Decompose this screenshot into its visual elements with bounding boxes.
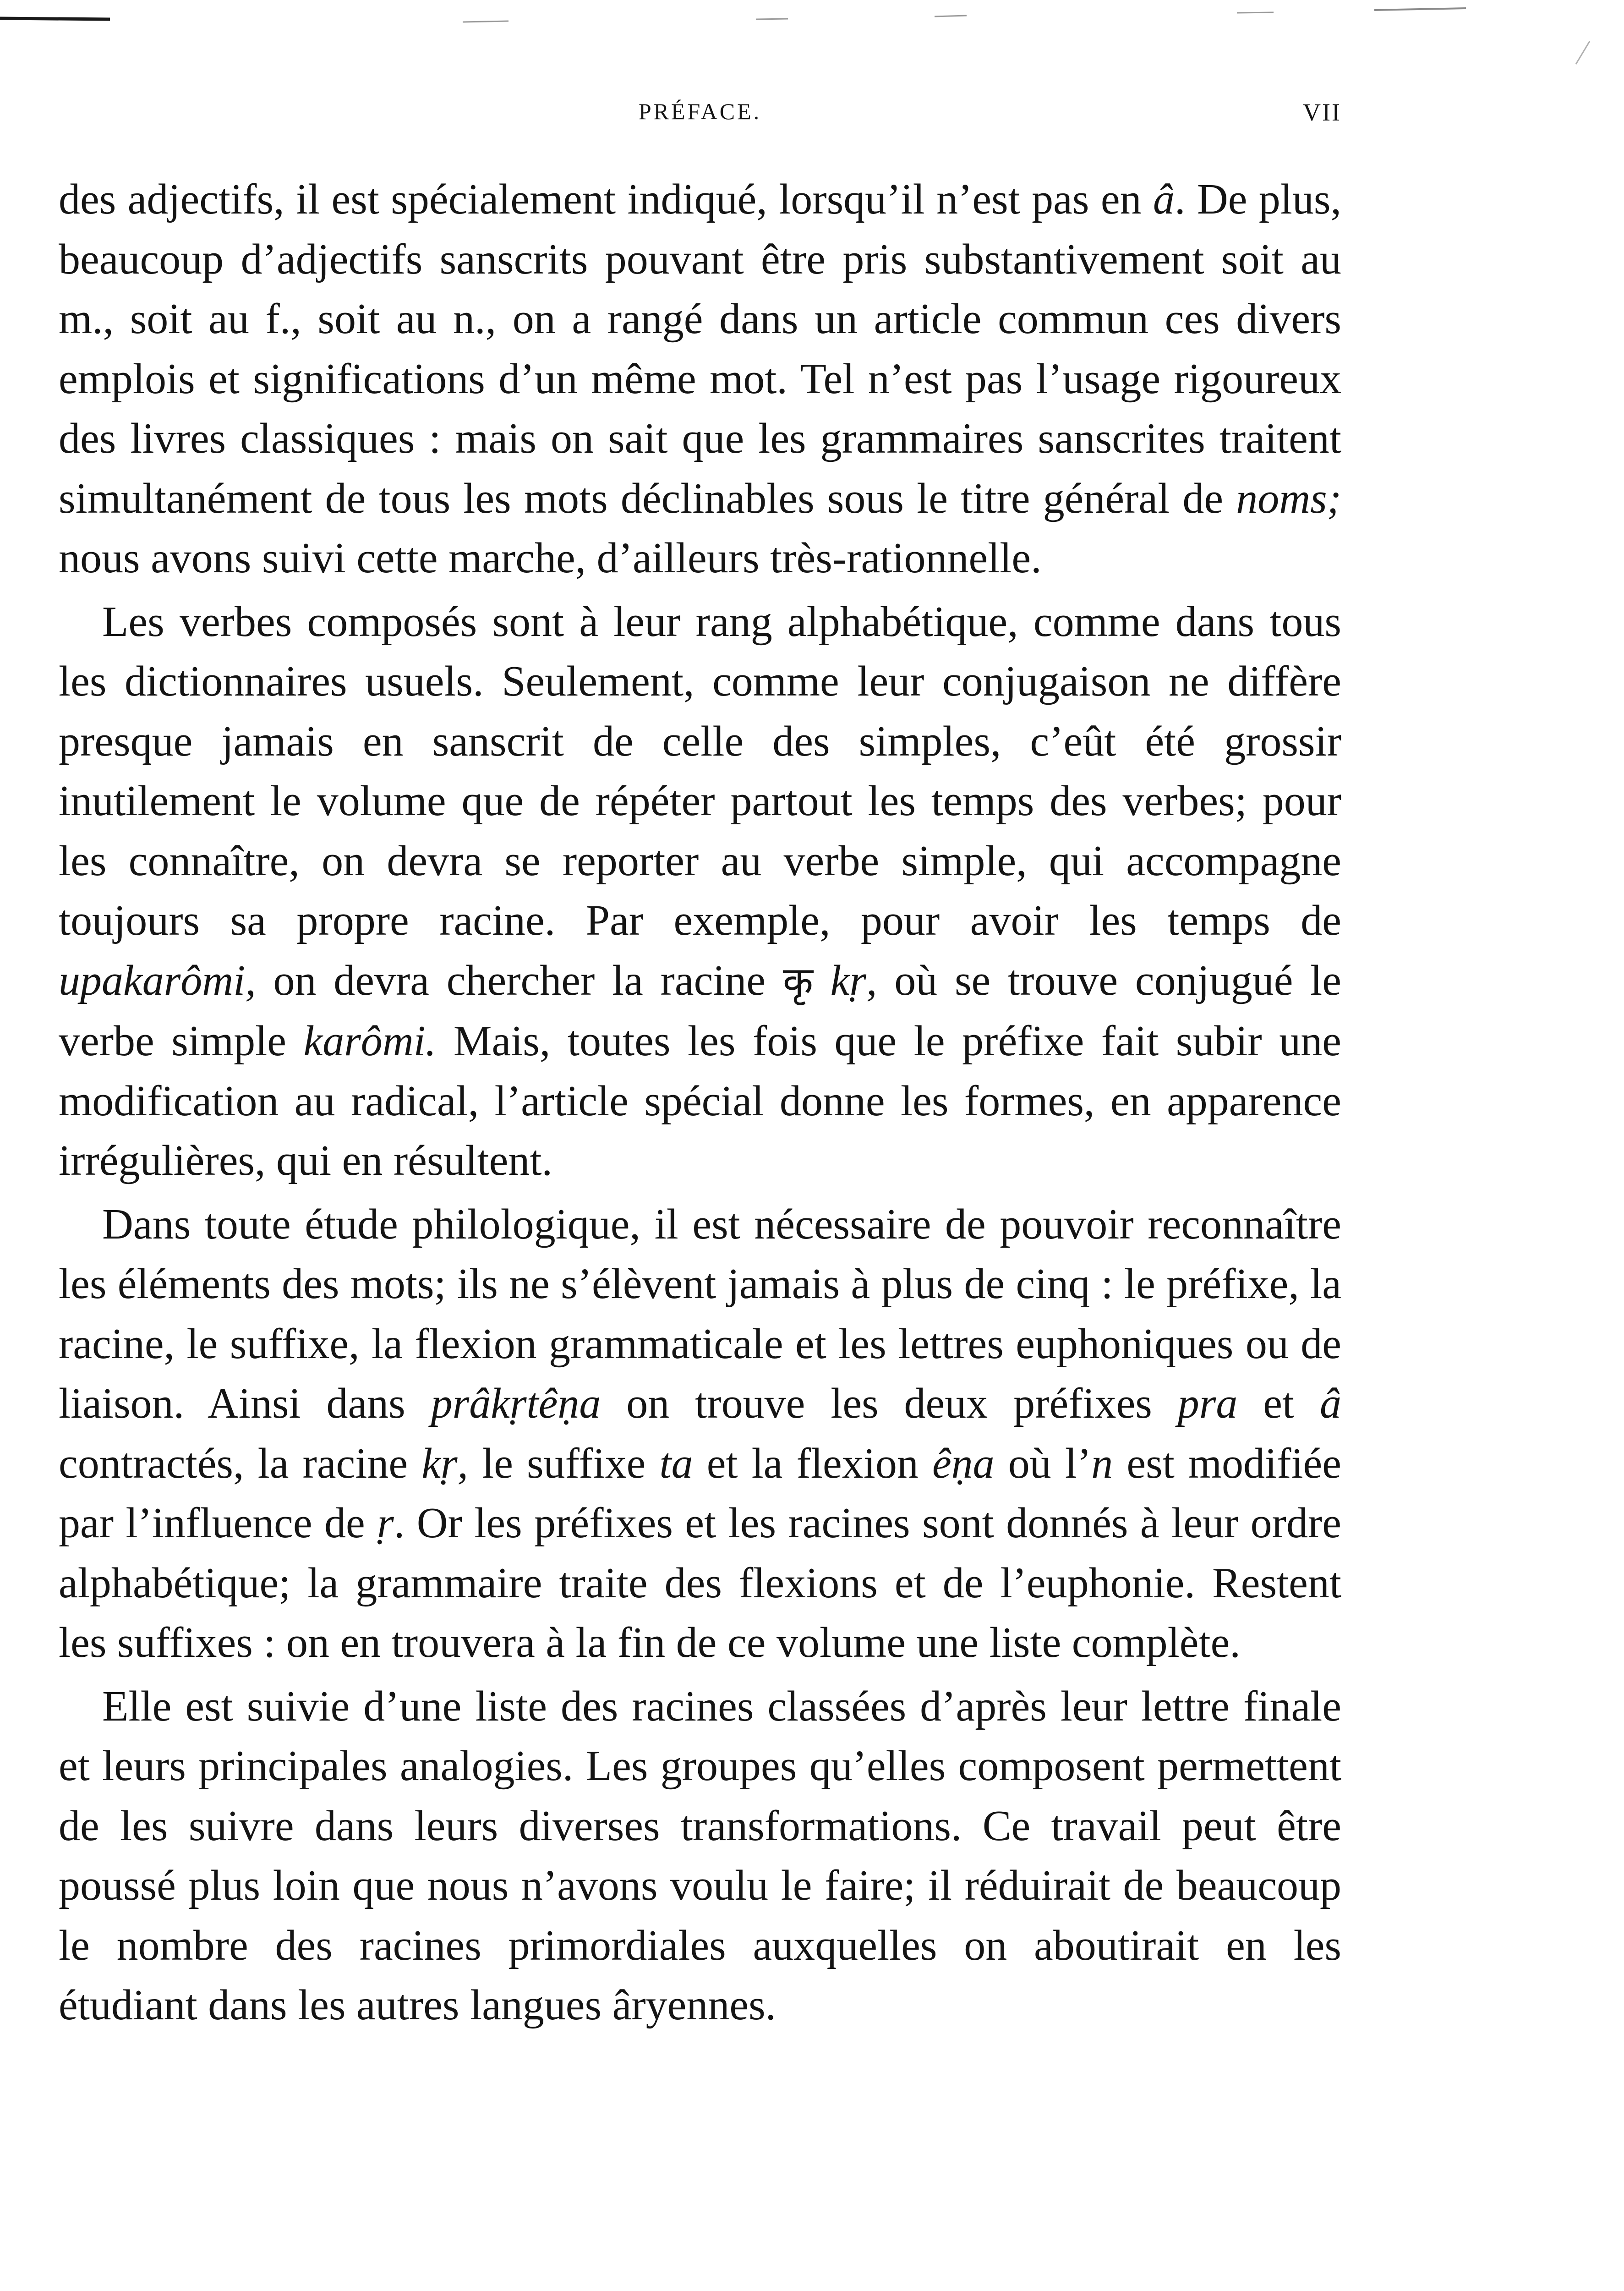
italic-text: pra xyxy=(1177,1380,1238,1427)
top-edge-stroke xyxy=(0,18,110,19)
text-run: . De plus, beaucoup d’adjectifs sanscrits pouvant être pris substantivement soit au m., soit au f., soit au n., on a rangé dans un article commun ces divers emplois et significations d’un même mot. Tel n’est pas l’usage rigoureux des livres classiques : mais on sait que les grammaires sanscrites traitent simultanément de tous les mots déclinables sous le titre général de xyxy=(59,175,1341,522)
paragraph-adjectifs xyxy=(59,170,1341,588)
italic-text: ta xyxy=(659,1439,693,1487)
text-run: Les verbes composés sont à leur rang alphabétique, comme dans tous les dictionnaires usuels. Seulement, comme leur conjugaison ne diffère presque jamais en sanscrit de celle des simples, c’eût été grossir inutilement le volume que de répéter partout les temps des verbes; pour les connaître, on devra se reporter au verbe simple, qui accompagne toujours sa propre racine. Par exemple, pour avoir les temps de xyxy=(59,597,1341,944)
paragraph-philologie xyxy=(59,1195,1341,1673)
text-run xyxy=(813,957,831,1004)
paragraph-liste-racines xyxy=(59,1677,1341,2035)
paragraph-verbes-composes xyxy=(59,592,1341,1191)
top-edge-dash xyxy=(463,21,509,22)
italic-text: karômi. xyxy=(303,1017,437,1065)
italic-text: êṇa xyxy=(932,1439,995,1487)
text-run: le suffixe xyxy=(468,1439,660,1487)
text-run: Mais, toutes les fois que le préfixe fait subir une modification au radical, l’article spécial donne les formes, en apparence irrégulières, qui en résultent. xyxy=(59,1017,1341,1184)
text-run: et la flexion xyxy=(693,1439,932,1487)
text-run: Dans toute étude philologique, il est nécessaire de pouvoir reconnaître les éléments des mots; ils ne s’élèvent jamais à plus de cinq : le préfixe, la racine, le suffixe, la flexion grammaticale et les lettres euphoniques ou de liaison. Ainsi dans xyxy=(59,1200,1341,1427)
italic-text: ṛ xyxy=(377,1499,394,1547)
text-run: des adjectifs, il est spécialement indiqué, lorsqu’il n’est pas en xyxy=(59,175,1153,223)
text-run: Elle est suivie d’une liste des racines classées d’après leur lettre finale et leurs principales analogies. Les groupes qu’elles composent permettent de les suivre dans leurs diverses transformations. Ce travail peut être poussé plus loin que nous n’avons voulu le faire; il réduirait de beaucoup le nombre des racines primordiales auxquelles on aboutirait en les étudiant dans les autres langues âryennes. xyxy=(59,1682,1341,2029)
italic-text: noms; xyxy=(1236,474,1341,522)
italic-text: upakarômi, xyxy=(59,956,256,1004)
text-run: nous avons suivi cette marche, d’ailleurs très-rationnelle. xyxy=(59,534,1042,582)
text-run: est modifiée par l’influence de xyxy=(59,1439,1342,1547)
top-edge-dash xyxy=(1374,8,1466,10)
italic-text: kṛ, xyxy=(830,956,877,1004)
text-run: contractés, la racine xyxy=(59,1439,422,1487)
page-number: VII xyxy=(1303,99,1341,126)
running-header-title: PRÉFACE. xyxy=(638,99,762,124)
text-run: on devra chercher la racine xyxy=(256,956,783,1004)
text-run: et xyxy=(1237,1380,1320,1427)
body-text xyxy=(59,170,1341,2035)
right-edge-stroke xyxy=(1576,41,1590,64)
italic-text: â xyxy=(1153,175,1175,223)
italic-text: â xyxy=(1320,1380,1341,1427)
text-run: . Or les préfixes et les racines sont donnés à leur ordre alphabétique; la grammaire traite des flexions et de l’euphonie. Restent les suffixes : on en trouvera à la fin de ce volume une liste complète. xyxy=(59,1499,1341,1666)
running-header xyxy=(59,98,1341,139)
italic-text: prâkṛtêṇa xyxy=(431,1380,601,1427)
sanskrit-text: कृ xyxy=(782,958,813,1004)
top-edge-dash xyxy=(1237,12,1274,13)
italic-text: kṛ, xyxy=(421,1439,469,1487)
text-run: on trouve les deux préfixes xyxy=(601,1380,1178,1427)
text-run: où l’ xyxy=(994,1439,1092,1487)
italic-text: n xyxy=(1091,1439,1113,1487)
text-run: où se trouve conjugué le verbe simple xyxy=(59,956,1341,1065)
